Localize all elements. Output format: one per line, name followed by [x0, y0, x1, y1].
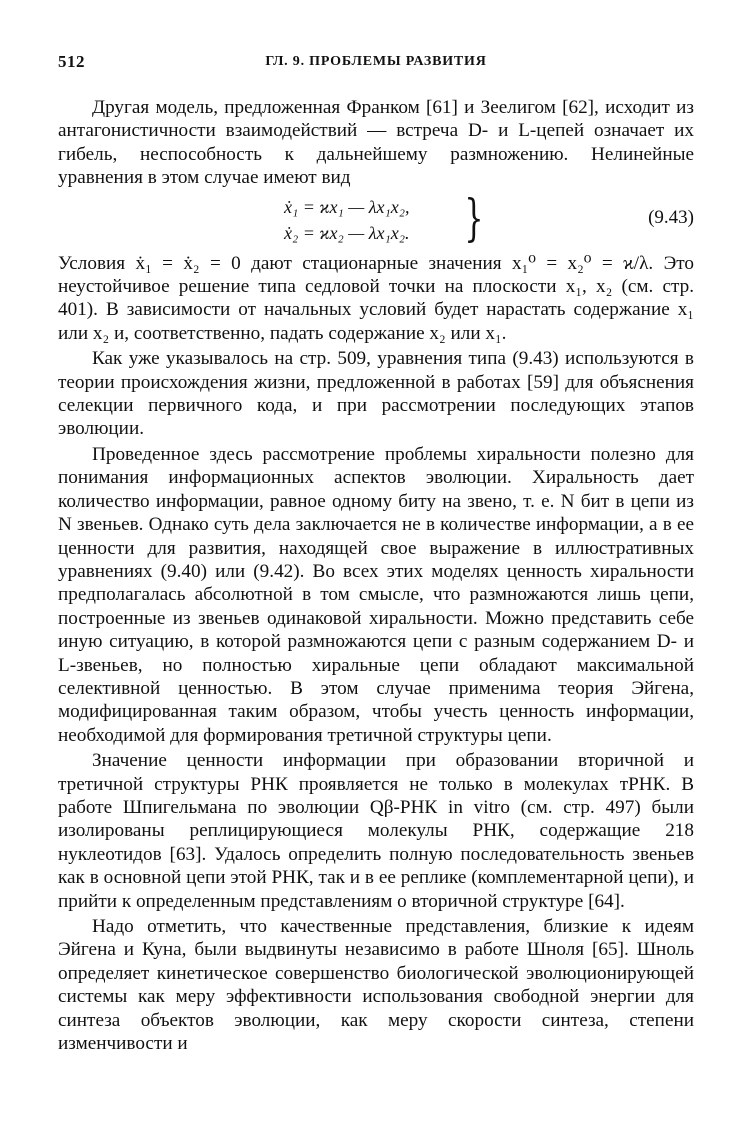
paragraph-1: Другая модель, предложенная Франком [61] и Зеелигом [62], исходит из антагонистичности взаимодействий — встреча D- и L-цепей означает их гибель, неспособность к дальнейшему размножению. Нелинейные уравнения в этом случае имеют вид: [58, 97, 694, 189]
running-head: ГЛ. 9. ПРОБЛЕМЫ РАЗВИТИЯ: [265, 54, 487, 69]
equation-lines: [284, 194, 410, 246]
paragraph-6: Надо отметить, что качественные представления, близкие к идеям Эйгена и Куна, были выдвинуты независимо в работе Шноля [65]. Шноль определяет кинетическое совершенство биологической эволюционирующей системы как меру эффективности использования свободной энергии для синтеза объектов эволюции, как меру скорости синтеза, степени изменчивости и: [58, 916, 694, 1055]
page-header: [58, 52, 694, 76]
right-brace: }: [464, 188, 484, 247]
equation-line-2: ẋ₂ = ϰx₂ — λx₁x₂.: [284, 222, 410, 243]
equation-number: (9.43): [648, 206, 694, 228]
paragraph-4: Проведенное здесь рассмотрение проблемы хиральности полезно для понимания информационных аспектов эволюции. Хиральность дает количество информации, равное одному биту на звено, т. е. N бит в цепи из N звеньев. Однако суть дела заключается не в количестве информации, а в ее ценности для развития, находящей свое выражение в иллюстративных уравнениях (9.40) или (9.42). Во всех этих моделях ценность хиральности предполагалась абсолютной в том смысле, что размножаются лишь цепи, построенные из звеньев одинаковой хиральности. Можно представить себе иную ситуацию, в которой размножаются цепи с разным содержанием D- и L-звеньев, но полностью хиральные цепи обладают максимальной селективной ценностью. В этом случае применима теория Эйгена, модифицированная таким образом, чтобы учесть ценность информации, необходимой для формирования третичной структуры цепи.: [58, 443, 694, 746]
book-page: [58, 52, 694, 1055]
paragraph-2: Условия ẋ₁ = ẋ₂ = 0 дают стационарные значения x₁⁰ = x₂⁰ = ϰ/λ. Это неустойчивое решение типа седловой точки на плоскости x₁, x₂ (см. стр. 401). В зависимости от начальных условий будет нарастать содержание x₁ или x₂ и, соответственно, падать содержание x₂ или x₁.: [58, 252, 694, 344]
equation-9-43: [58, 188, 694, 248]
paragraph-3: Как уже указывалось на стр. 509, уравнения типа (9.43) используются в теории происхождения жизни, предложенной в работах [59] для объяснения селекции первичного кода, и при рассмотрении последующих этапов эволюции.: [58, 348, 694, 440]
page-number: 512: [58, 52, 85, 71]
paragraph-5: Значение ценности информации при образовании вторичной и третичной структуры РНК проявляется не только в молекулах тРНК. В работе Шпигельмана по эволюции Qβ-РНК in vitro (см. стр. 497) были изолированы реплицирующиеся молекулы РНК, содержащие 218 нуклеотидов [63]. Удалось определить полную последовательность звеньев как в основной цепи этой РНК, так и в ее реплике (комплементарной цепи), и прийти к определенным представлениям о вторичной структуре [64].: [58, 750, 694, 912]
body-text: [58, 96, 694, 1055]
equation-line-1: ẋ₁ = ϰx₁ — λx₁x₂,: [284, 196, 410, 217]
